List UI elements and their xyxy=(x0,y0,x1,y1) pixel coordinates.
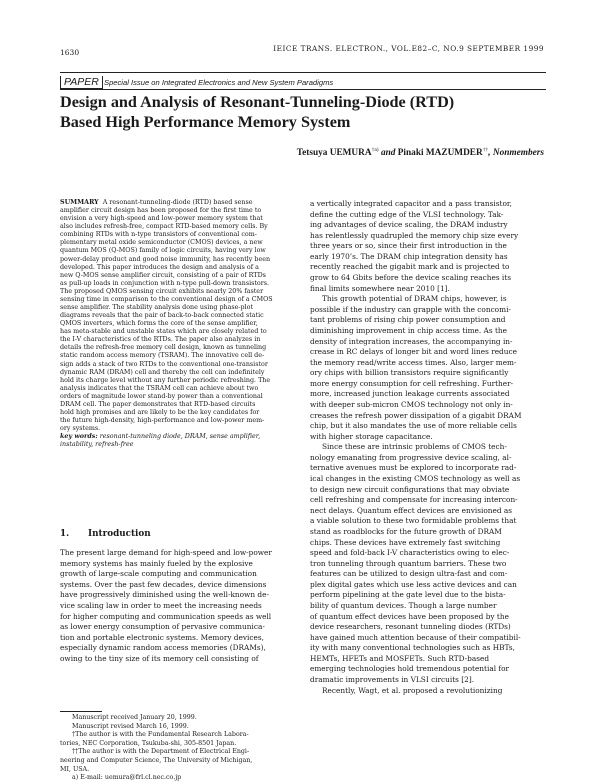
body-line: ternative avenues must be explored to incorporate rad- xyxy=(310,463,517,473)
body-line: have progressively diminished using the well-known de- xyxy=(60,590,269,600)
body-line: device researchers, resonant tunneling diodes (RTDs) xyxy=(310,622,511,632)
keywords-text: resonant-tunneling diode, DRAM, sense amplifier, xyxy=(99,433,261,441)
footnote-line: Manuscript received January 20, 1999. xyxy=(72,714,197,721)
abstract-line: the future high-density, high-performance and low-power mem- xyxy=(60,417,265,425)
body-line: memory systems has mainly fueled by the explosive xyxy=(60,558,253,568)
abstract-line: new Q-MOS sense amplifier circuit, consisting of a pair of RTDs xyxy=(60,271,266,279)
author-mark: †a) xyxy=(371,147,379,153)
body-line: owing to the tiny size of its memory cell consisting of xyxy=(60,653,259,663)
body-line: stand as roadblocks for the future growth of DRAM xyxy=(310,526,502,536)
title-line: Design and Analysis of Resonant-Tunneling-Diode (RTD) xyxy=(60,93,455,111)
section-heading xyxy=(60,529,151,539)
section-number: 1. xyxy=(60,529,70,539)
body-line: tion and portable electronic systems. Memory devices, xyxy=(60,632,264,642)
body-line: ical changes in the existing CMOS technology as well as xyxy=(310,474,521,484)
abstract-line: sense amplifier. The stability analysis done using phase-plot xyxy=(60,304,253,312)
body-line: nology emanating from progressive device scaling, al- xyxy=(310,452,512,462)
body-line: nect delays. Quantum effect devices are envisioned as xyxy=(310,505,513,515)
body-line: grow to 64 Gbits before the device scaling reaches its xyxy=(310,273,512,283)
body-line: tant problems of rising chip power consumption and xyxy=(310,315,506,325)
body-line: bility of quantum devices. Though a large number xyxy=(310,600,497,610)
body-line: ory chips with billion transistors require significantly xyxy=(310,368,509,378)
abstract-line xyxy=(60,199,294,207)
body-line: ity with many conventional technologies such as HBTs, xyxy=(310,643,515,653)
abstract-line: orders of magnitude lower stand-by power than a conventional xyxy=(60,392,263,400)
body-line: density of integration increases, the accompanying in- xyxy=(310,336,513,346)
abstract-line: sign adds a stack of two RTDs to the conventional one-transistor xyxy=(60,360,268,368)
body-line: with deeper sub-micron CMOS technology not only in- xyxy=(310,399,513,409)
body-line: define the cutting edge of the VLSI technology. Tak- xyxy=(310,209,504,219)
abstract-line: DRAM cell. The paper demonstrates that RTD-based circuits xyxy=(60,400,256,408)
body-line: The present large demand for high-speed and low-power xyxy=(60,548,272,557)
footnotes xyxy=(60,714,294,783)
footnote-line: MI, USA. xyxy=(60,765,90,773)
body-line: chip, but it also mandates the use of more reliable cells xyxy=(310,421,517,431)
body-line: cell refreshing and compensate for increasing intercon- xyxy=(310,495,518,505)
body-line: more, increased junction leakage currents associated xyxy=(310,389,510,399)
body-line: growth of large-scale computing and communication xyxy=(60,569,257,579)
section-title: Introduction xyxy=(88,529,151,539)
footnote-line: tories, NEC Corporation, Tsukuba-shi, 305-8501 Japan. xyxy=(60,739,237,747)
body-line: emerging technologies hold tremendous potential for xyxy=(310,664,510,674)
body-line: the memory read/write access times. Also, larger mem- xyxy=(310,357,517,367)
body-line: features can be utilized to design ultra-fast and com- xyxy=(310,569,508,579)
body-line: perform pipelining at the gate level due to the bista- xyxy=(310,590,506,600)
abstract-line: also includes refresh-free, compact RTD-based memory cells. By xyxy=(60,223,268,231)
keywords-text: instability, refresh-free xyxy=(60,441,134,449)
author-name: Tetsuya UEMURA xyxy=(296,148,372,159)
abstract-line: hold its charge level without any further periodic refreshing. The xyxy=(60,376,271,384)
body-line: This growth potential of DRAM chips, however, is xyxy=(322,294,507,304)
abstract-line: power-delay product and good noise immunity, has recently been xyxy=(60,255,271,263)
body-line: to design new circuit configurations that may obviate xyxy=(310,484,510,494)
abstract-line: quantum MOS (Q-MOS) family of logic circuits, having very low xyxy=(60,247,266,255)
body-line: three years or so, since their first introduction in the xyxy=(310,241,507,251)
body-line: has relentlessly quadrupled the memory chip size every xyxy=(310,230,519,240)
body-line: final limits somewhere near 2010 [1]. xyxy=(310,283,450,293)
body-line: as lower energy consumption of pervasive communica- xyxy=(60,622,265,632)
abstract-line: sensing time in comparison to the conventional design of a CMOS xyxy=(60,295,273,303)
body-line: recently reached the gigabit mark and is projected to xyxy=(310,262,510,272)
journal-info: IEICE TRANS. ELECTRON., VOL.E82–C, NO.9 SEPTEMBER 1999 xyxy=(273,44,544,53)
abstract-line: diagrams reveals that the pair of back-to-back connected static xyxy=(60,312,264,320)
abstract-line: hold high promises and are likely to be the key candidates for xyxy=(60,409,260,417)
author-conjunction: and xyxy=(380,148,396,159)
special-issue-label: Special Issue on Integrated Electronics and New System Paradigms xyxy=(104,78,334,87)
body-line: Recently, Wagt, et al. proposed a revolutionizing xyxy=(322,685,503,695)
abstract-text: A resonant-tunneling-diode (RTD) based sense xyxy=(102,199,253,206)
abstract-label: SUMMARY xyxy=(60,199,99,206)
intro-text xyxy=(60,548,294,665)
header-rule-top xyxy=(60,72,546,73)
abstract xyxy=(60,199,294,449)
abstract-line: as pull-up loads in conjunction with n-type pull-down transistors. xyxy=(60,279,270,287)
body-line: especially dynamic random access memories (DRAMs), xyxy=(60,643,266,653)
author-name: Pinaki MAZUMDER xyxy=(397,148,483,159)
header-rule-bottom xyxy=(60,89,546,90)
author-affiliation: , Nonmembers xyxy=(488,148,544,159)
body-line: speed and fold-back I-V characteristics owing to elec- xyxy=(310,548,510,558)
body-line: possible if the industry can grapple with the concomi- xyxy=(310,304,511,314)
abstract-line: envision a very high-speed and low-power memory system that xyxy=(60,215,263,223)
body-line: dramatic improvements in VLSI circuits [2]. xyxy=(310,675,475,685)
body-line: Since these are intrinsic problems of CMOS tech- xyxy=(322,442,507,452)
abstract-line: The proposed QMOS sensing circuit exhibits nearly 20% faster xyxy=(60,287,264,295)
abstract-line: has meta-stable and unstable states which are closely related to xyxy=(60,328,267,336)
body-line: early 1970’s. The DRAM chip integration density has xyxy=(310,251,508,261)
right-column-text xyxy=(310,199,546,696)
abstract-line: amplifier circuit design has been proposed for the first time to xyxy=(60,207,262,215)
footnote-rule xyxy=(60,711,102,712)
body-line: ing advantages of device scaling, the DRAM industry xyxy=(310,220,508,230)
abstract-line: static random access memory (TSRAM). The innovative cell de- xyxy=(60,352,265,360)
footnote-line: †The author is with the Fundamental Research Labora- xyxy=(72,731,249,739)
body-line: systems. Over the past few decades, device dimensions xyxy=(60,579,267,589)
footnote-line: a) E-mail: uemura@frl.cl.nec.co.jp xyxy=(72,774,182,782)
title-line: Based High Performance Memory System xyxy=(60,113,351,131)
footnote-line: neering and Computer Science, The University of Michigan, xyxy=(60,756,253,764)
page-number: 1630 xyxy=(60,48,80,57)
paper-type-tag: PAPER xyxy=(60,76,103,89)
abstract-line: QMOS inverters, which forms the core of the sense amplifier, xyxy=(60,320,258,328)
keywords-label: key words: xyxy=(60,433,98,441)
body-line: a vertically integrated capacitor and a pass transistor, xyxy=(310,199,512,208)
body-line: of quantum effect devices have been proposed by the xyxy=(310,611,509,621)
body-line: diminishing improvement in chip access time. As the xyxy=(310,325,507,335)
abstract-line: developed. This paper introduces the design and analysis of a xyxy=(60,263,259,271)
body-line: have gained much attention because of their compatibil- xyxy=(310,632,521,642)
body-line: for higher computing and communication speeds as well xyxy=(60,611,272,621)
abstract-line: analysis indicates that the TSRAM cell can achieve about two xyxy=(60,384,259,392)
body-line: crease in RC delays of longer bit and word lines reduce xyxy=(310,347,517,357)
abstract-line: plementary metal oxide semiconductor (CMOS) devices, a new xyxy=(60,239,263,247)
body-line: HEMTs, HFETs and MOSFETs. Such RTD-based xyxy=(310,653,490,663)
keywords xyxy=(60,433,294,441)
footnote-line: Manuscript revised March 16, 1999. xyxy=(72,722,189,730)
abstract-line: ory systems. xyxy=(60,425,101,433)
body-line: a viable solution to these two formidable problems that xyxy=(310,516,517,526)
abstract-line: dynamic RAM (DRAM) cell and thereby the cell can indefinitely xyxy=(60,368,265,376)
footnote-line: ††The author is with the Department of Electrical Engi- xyxy=(72,748,250,756)
body-line: creases the refresh power dissipation of a gigabit DRAM xyxy=(310,410,522,420)
body-line: chips. These devices have extremely fast switching xyxy=(310,537,501,547)
body-line: plex digital gates which use less active devices and can xyxy=(310,579,517,589)
paper-title xyxy=(60,92,550,132)
abstract-line: details the refresh-free memory cell design, known as tunneling xyxy=(60,344,267,352)
body-line: tron tunneling through quantum barriers. These two xyxy=(310,558,507,568)
abstract-line: the I-V characteristics of the RTDs. The paper also analyzes in xyxy=(60,336,261,344)
body-line: with higher storage capacitance. xyxy=(310,431,433,441)
author-mark: †† xyxy=(482,147,489,153)
body-line: more energy consumption for cell refreshing. Further- xyxy=(310,378,514,388)
author-line xyxy=(297,147,544,158)
body-line: vice scaling law in order to meet the increasing needs xyxy=(60,600,262,610)
abstract-line: combining RTDs with n-type transistors of conventional com- xyxy=(60,231,257,239)
